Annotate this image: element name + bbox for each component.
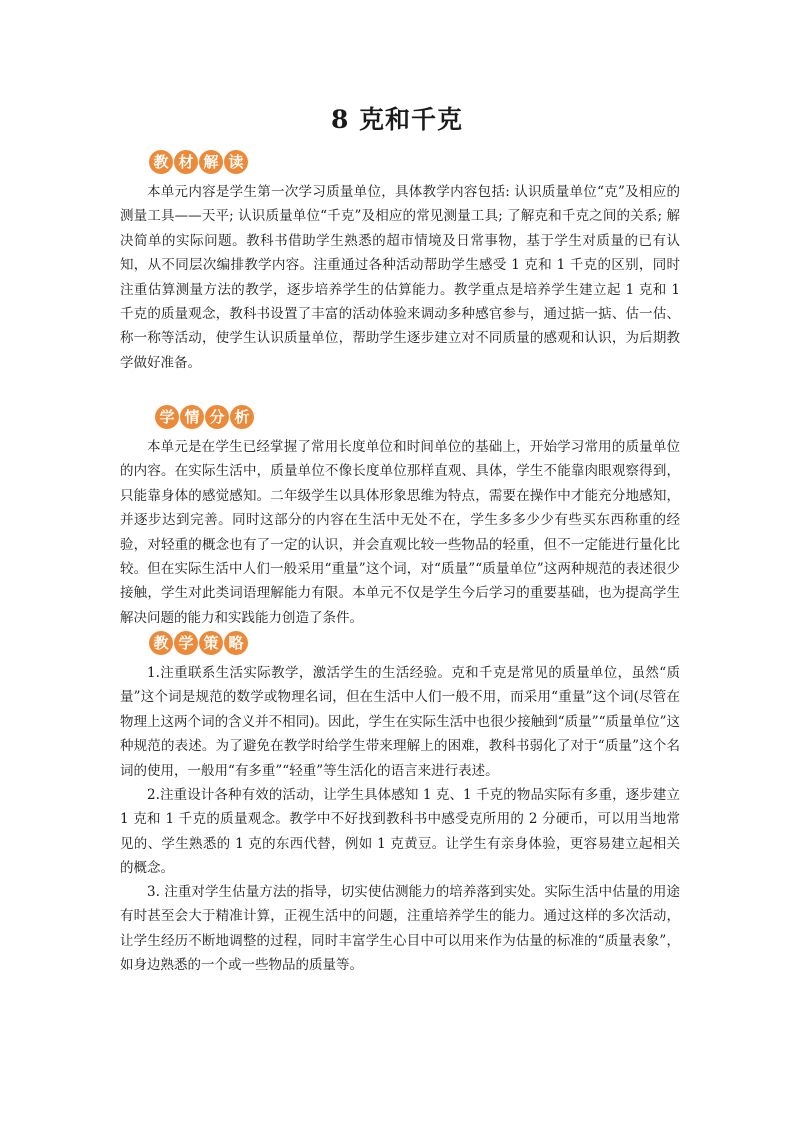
strategy-item-1: 1.注重联系生活实际教学，激活学生的生活经验。克和千克是常见的质量单位，虽然“质量”这个词是规范的数学或物理名词，但在生活中人们一般不用，而采用“重量”这个词(尽管在物理上这两个词的含义并不相同)。因此，学生在实际生活中也很少接触到“质量”“质量单位”这种规范的表述。为了避免在教学时给学生带来理解上的困难，教科书弱化了对于“质量”这个名词的使用，一般用“有多重”“轻重”等生活化的语言来进行表述。	[120, 665, 680, 779]
badge-char: 策	[199, 631, 223, 655]
strategy-item-2: 2.注重设计各种有效的活动，让学生具体感知 1 克、1 千克的物品实际有多重，逐步建立 1 克和 1 千克的质量观念。教学中不好找到教科书中感受克所用的 2 分硬币，可以用当地常见的、学生熟悉的 1 克的东西代替，例如 1 克黄豆。让学生有亲身体验，更容易建立起相关的概念。	[120, 787, 680, 877]
badge-char: 解	[199, 150, 223, 174]
badge-char: 情	[180, 405, 204, 429]
strategy-item-3: 3. 注重对学生估量方法的指导，切实使估测能力的培养落到实处。实际生活中估量的用途有时甚至会大于精准计算，正视生活中的问题，注重培养学生的能力。通过这样的多次活动，让学生经历不断地调整的过程，同时丰富学生心目中可以用来作为估量的标准的“质量表象”，如身边熟悉的一个或一些物品的质量等。	[120, 884, 680, 974]
page-title: 8 克和千克	[330, 105, 464, 134]
badge-char: 析	[230, 405, 254, 429]
badge-char: 教	[149, 150, 173, 174]
badge-char: 分	[205, 405, 229, 429]
section-paragraph: 本单元是在学生已经掌握了常用长度单位和时间单位的基础上，开始学习常用的质量单位的内容。在实际生活中，质量单位不像长度单位那样直观、具体，学生不能靠肉眼观察得到，只能靠身体的感觉感知。二年级学生以具体形象思维为特点，需要在操作中才能充分地感知，并逐步达到完善。同时这部分的内容在生活中无处不在，学生多多少少有些买东西称重的经验，对轻重的概念也有了一定的认识，并会直观比较一些物品的轻重，但不一定能进行量化比较。但在实际生活中人们一般采用“重量”这个词，对“质量”“质量单位”这两种规范的表述很少接触，学生对此类词语理解能力有限。本单元不仅是学生今后学习的重要基础，也为提高学生解决问题的能力和实践能力创造了条件。	[120, 439, 680, 626]
section-heading-badge	[155, 405, 254, 429]
badge-char: 材	[174, 150, 198, 174]
section-heading-badge	[149, 631, 248, 655]
section-paragraph: 本单元内容是学生第一次学习质量单位，具体教学内容包括: 认识质量单位“克”及相应的测量工具——天平; 认识质量单位“千克”及相应的常见测量工具; 了解克和千克之间的关系; 解决简单的实际问题。教科书借助学生熟悉的超市情境及日常事物，基于学生对质量的已有认知，从不同层次编排教学内容。注重通过各种活动帮助学生感受 1 克和 1 千克的区别，同时注重估算测量方法的教学，逐步培养学生的估算能力。教学重点是培养学生建立起 1 克和 1 千克的质量观念，教科书设置了丰富的活动体验来调动多种感官参与，通过掂一掂、估一估、称一称等活动，使学生认识质量单位，帮助学生逐步建立对不同质量的感观和认识，为后期教学做好准备。	[120, 184, 680, 371]
badge-char: 读	[224, 150, 248, 174]
badge-char: 学	[155, 405, 179, 429]
section-heading-badge	[149, 150, 248, 174]
badge-char: 学	[174, 631, 198, 655]
badge-char: 略	[224, 631, 248, 655]
badge-char: 教	[149, 631, 173, 655]
